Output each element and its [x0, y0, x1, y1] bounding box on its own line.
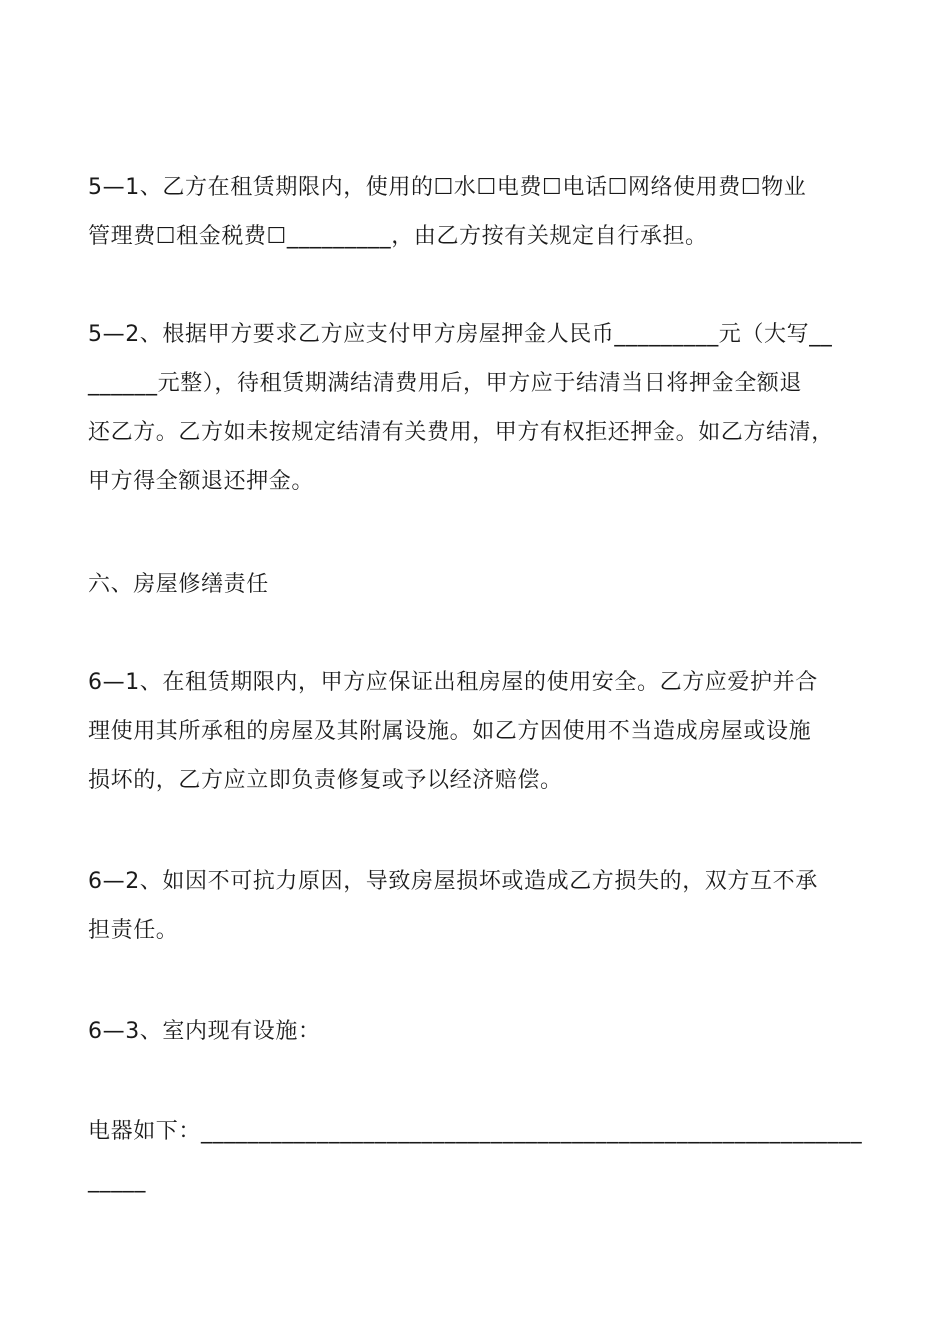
section-6-heading	[88, 560, 878, 609]
clause-5-2-line: 5—2、根据甲方要求乙方应支付甲方房屋押金人民币_________元（大写__	[88, 322, 833, 347]
clause-6-1-line: 理使用其所承租的房屋及其附属设施。如乙方因使用不当造成房屋或设施	[88, 719, 812, 744]
clause-6-1	[88, 658, 878, 805]
section-heading: 六、房屋修缮责任	[88, 572, 269, 597]
clause-5-2-line: 甲方得全额退还押金。	[88, 469, 315, 494]
clause-5-1	[88, 163, 878, 261]
clause-5-2-line: 还乙方。乙方如未按规定结清有关费用，甲方有权拒还押金。如乙方结清，	[88, 420, 834, 445]
appliances-line: 电器如下：_________________________________________________________	[88, 1119, 863, 1144]
clause-6-1-line: 6—1、在租赁期限内，甲方应保证出租房屋的使用安全。乙方应爱护并合	[88, 670, 818, 695]
clause-6-2-line: 6—2、如因不可抗力原因，导致房屋损坏或造成乙方损失的，双方互不承	[88, 869, 818, 894]
clause-6-2	[88, 857, 878, 955]
clause-6-3-text: 6—3、室内现有设施：	[88, 1019, 321, 1044]
clause-6-1-line: 损坏的，乙方应立即负责修复或予以经济赔偿。	[88, 768, 563, 793]
clause-5-1-line: 管理费☐租金税费☐_________，由乙方按有关规定自行承担。	[88, 224, 708, 249]
appliances-list	[88, 1107, 878, 1205]
clause-5-2	[88, 310, 878, 506]
clause-5-2-line: ______元整），待租赁期满结清费用后，甲方应于结清当日将押金全额退	[88, 371, 803, 396]
appliances-line: _____	[88, 1168, 146, 1193]
clause-6-3	[88, 1007, 878, 1056]
clause-6-2-line: 担责任。	[88, 918, 179, 943]
clause-5-1-line: 5—1、乙方在租赁期限内，使用的☐水☐电费☐电话☐网络使用费☐物业	[88, 175, 807, 200]
